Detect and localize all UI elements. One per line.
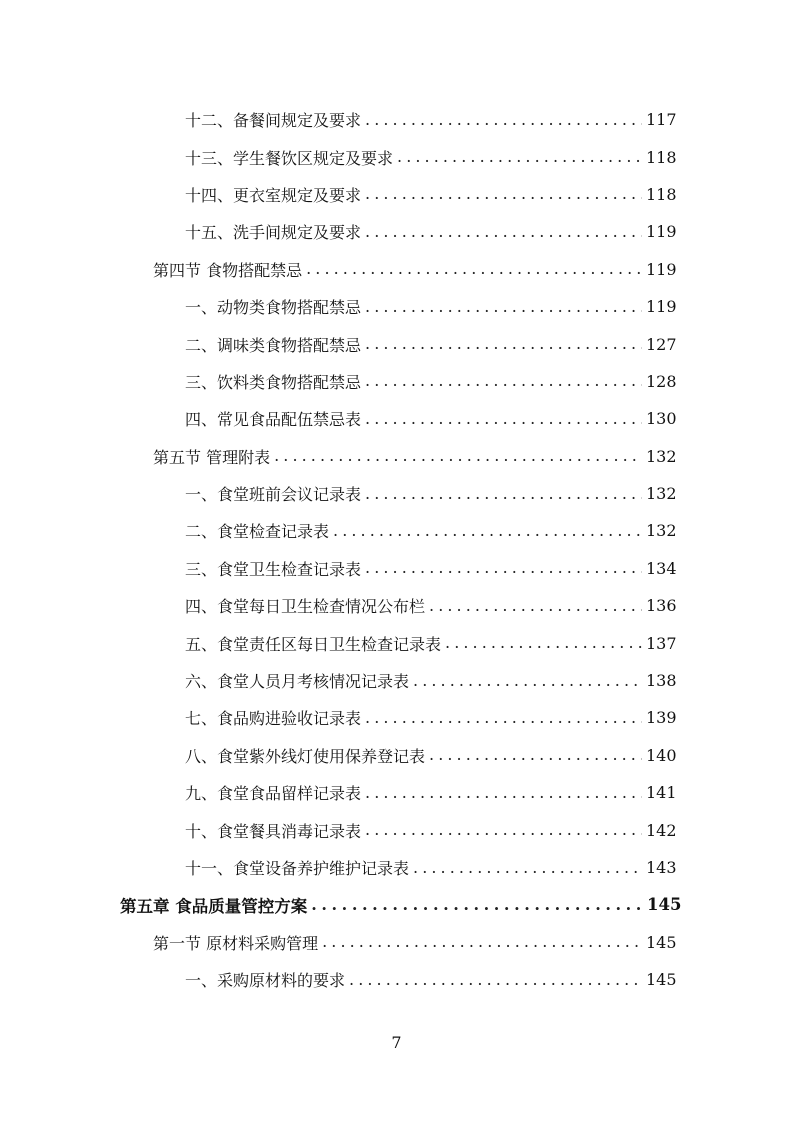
toc-entry-page-number: 139 [646, 708, 677, 728]
toc-entry-page-number: 127 [646, 334, 677, 354]
toc-entry-title: 二、调味类食物搭配禁忌 [185, 335, 362, 355]
dot-leader [397, 149, 642, 165]
toc-entry-page-number: 119 [646, 259, 677, 279]
dot-leader [311, 897, 643, 913]
toc-entry[interactable] [185, 587, 677, 624]
dot-leader [349, 972, 642, 988]
toc-entry-title: 一、采购原材料的要求 [185, 971, 346, 991]
dot-leader [274, 448, 642, 464]
toc-entry[interactable] [185, 662, 677, 699]
toc-entry[interactable] [185, 512, 677, 549]
toc-entry-title: 十二、备餐间规定及要求 [185, 111, 362, 131]
toc-entry[interactable] [120, 886, 682, 923]
toc-entry-title: 十四、更衣室规定及要求 [185, 185, 362, 205]
toc-entry[interactable] [185, 138, 677, 175]
toc-entry-page-number: 117 [646, 110, 677, 130]
dot-leader [365, 822, 642, 838]
toc-entry[interactable] [185, 961, 677, 998]
toc-entry-title: 十五、洗手间规定及要求 [185, 223, 362, 243]
toc-entry-title: 三、食堂卫生检查记录表 [185, 559, 362, 579]
toc-entry-title: 四、常见食品配伍禁忌表 [185, 410, 362, 430]
table-of-contents [0, 101, 793, 998]
dot-leader [365, 224, 642, 240]
toc-entry-page-number: 132 [646, 521, 677, 541]
toc-entry[interactable] [185, 774, 677, 811]
dot-leader [365, 560, 642, 576]
toc-entry-page-number: 118 [646, 147, 677, 167]
toc-entry-page-number: 145 [646, 932, 677, 952]
dot-leader [365, 785, 642, 801]
toc-entry-title: 二、食堂检查记录表 [185, 522, 330, 542]
toc-entry-page-number: 142 [646, 820, 677, 840]
toc-entry[interactable] [185, 737, 677, 774]
dot-leader [365, 411, 642, 427]
toc-entry[interactable] [185, 213, 677, 250]
toc-entry-title: 四、食堂每日卫生检查情况公布栏 [185, 597, 426, 617]
dot-leader [365, 186, 642, 202]
toc-entry-page-number: 128 [646, 371, 677, 391]
toc-entry-page-number: 119 [646, 222, 677, 242]
dot-leader [365, 336, 642, 352]
toc-entry[interactable] [153, 924, 677, 961]
dot-leader [365, 299, 642, 315]
dot-leader [365, 710, 642, 726]
toc-entry[interactable] [185, 550, 677, 587]
toc-entry-title: 十三、学生餐饮区规定及要求 [185, 148, 394, 168]
toc-entry-title: 第五章 食品质量管控方案 [120, 896, 308, 916]
toc-entry-page-number: 132 [646, 446, 677, 466]
toc-entry-page-number: 145 [647, 895, 682, 915]
toc-entry-title: 一、食堂班前会议记录表 [185, 485, 362, 505]
dot-leader [365, 486, 642, 502]
toc-entry[interactable] [185, 811, 677, 848]
toc-entry-title: 一、动物类食物搭配禁忌 [185, 298, 362, 318]
toc-entry-page-number: 141 [646, 783, 677, 803]
toc-entry[interactable] [185, 400, 677, 437]
toc-entry-page-number: 130 [646, 409, 677, 429]
toc-entry-title: 第四节 食物搭配禁忌 [153, 260, 303, 280]
dot-leader [333, 523, 642, 539]
toc-entry-title: 九、食堂食品留样记录表 [185, 784, 362, 804]
dot-leader [413, 673, 642, 689]
dot-leader [322, 934, 642, 950]
toc-entry-page-number: 118 [646, 184, 677, 204]
toc-entry[interactable] [153, 438, 677, 475]
toc-entry-title: 十一、食堂设备养护维护记录表 [185, 859, 410, 878]
toc-entry-title: 第一节 原材料采购管理 [153, 933, 319, 953]
toc-entry[interactable] [185, 699, 677, 736]
toc-entry[interactable] [185, 475, 677, 512]
toc-entry-page-number: 143 [646, 858, 677, 877]
dot-leader [429, 747, 642, 763]
toc-entry-page-number: 140 [646, 745, 677, 765]
toc-entry[interactable] [185, 288, 677, 325]
toc-entry-title: 五、食堂责任区每日卫生检查记录表 [185, 634, 442, 654]
toc-entry-page-number: 138 [646, 671, 677, 691]
dot-leader [445, 635, 642, 651]
toc-entry[interactable] [185, 849, 677, 886]
toc-entry[interactable] [185, 325, 677, 362]
toc-entry-title: 八、食堂紫外线灯使用保养登记表 [185, 746, 426, 766]
dot-leader [429, 598, 642, 614]
toc-entry[interactable] [185, 363, 677, 400]
toc-entry-title: 七、食品购进验收记录表 [185, 709, 362, 729]
dot-leader [306, 261, 642, 277]
toc-entry-page-number: 145 [646, 970, 677, 990]
page-number: 7 [391, 1033, 402, 1052]
toc-entry-page-number: 136 [646, 596, 677, 616]
toc-entry-title: 第五节 管理附表 [153, 447, 271, 467]
dot-leader [365, 373, 642, 389]
toc-entry-title: 三、饮料类食物搭配禁忌 [185, 372, 362, 392]
dot-leader [413, 860, 642, 876]
toc-entry-page-number: 119 [646, 297, 677, 317]
toc-entry-page-number: 134 [646, 558, 677, 578]
toc-entry[interactable] [185, 101, 677, 138]
toc-entry-title: 十、食堂餐具消毒记录表 [185, 821, 362, 841]
toc-entry[interactable] [185, 624, 677, 661]
toc-entry-page-number: 132 [646, 484, 677, 504]
dot-leader [365, 112, 642, 128]
toc-entry-page-number: 137 [646, 633, 677, 653]
toc-entry[interactable] [185, 176, 677, 213]
toc-entry-title: 六、食堂人员月考核情况记录表 [185, 672, 410, 692]
toc-entry[interactable] [153, 251, 677, 288]
